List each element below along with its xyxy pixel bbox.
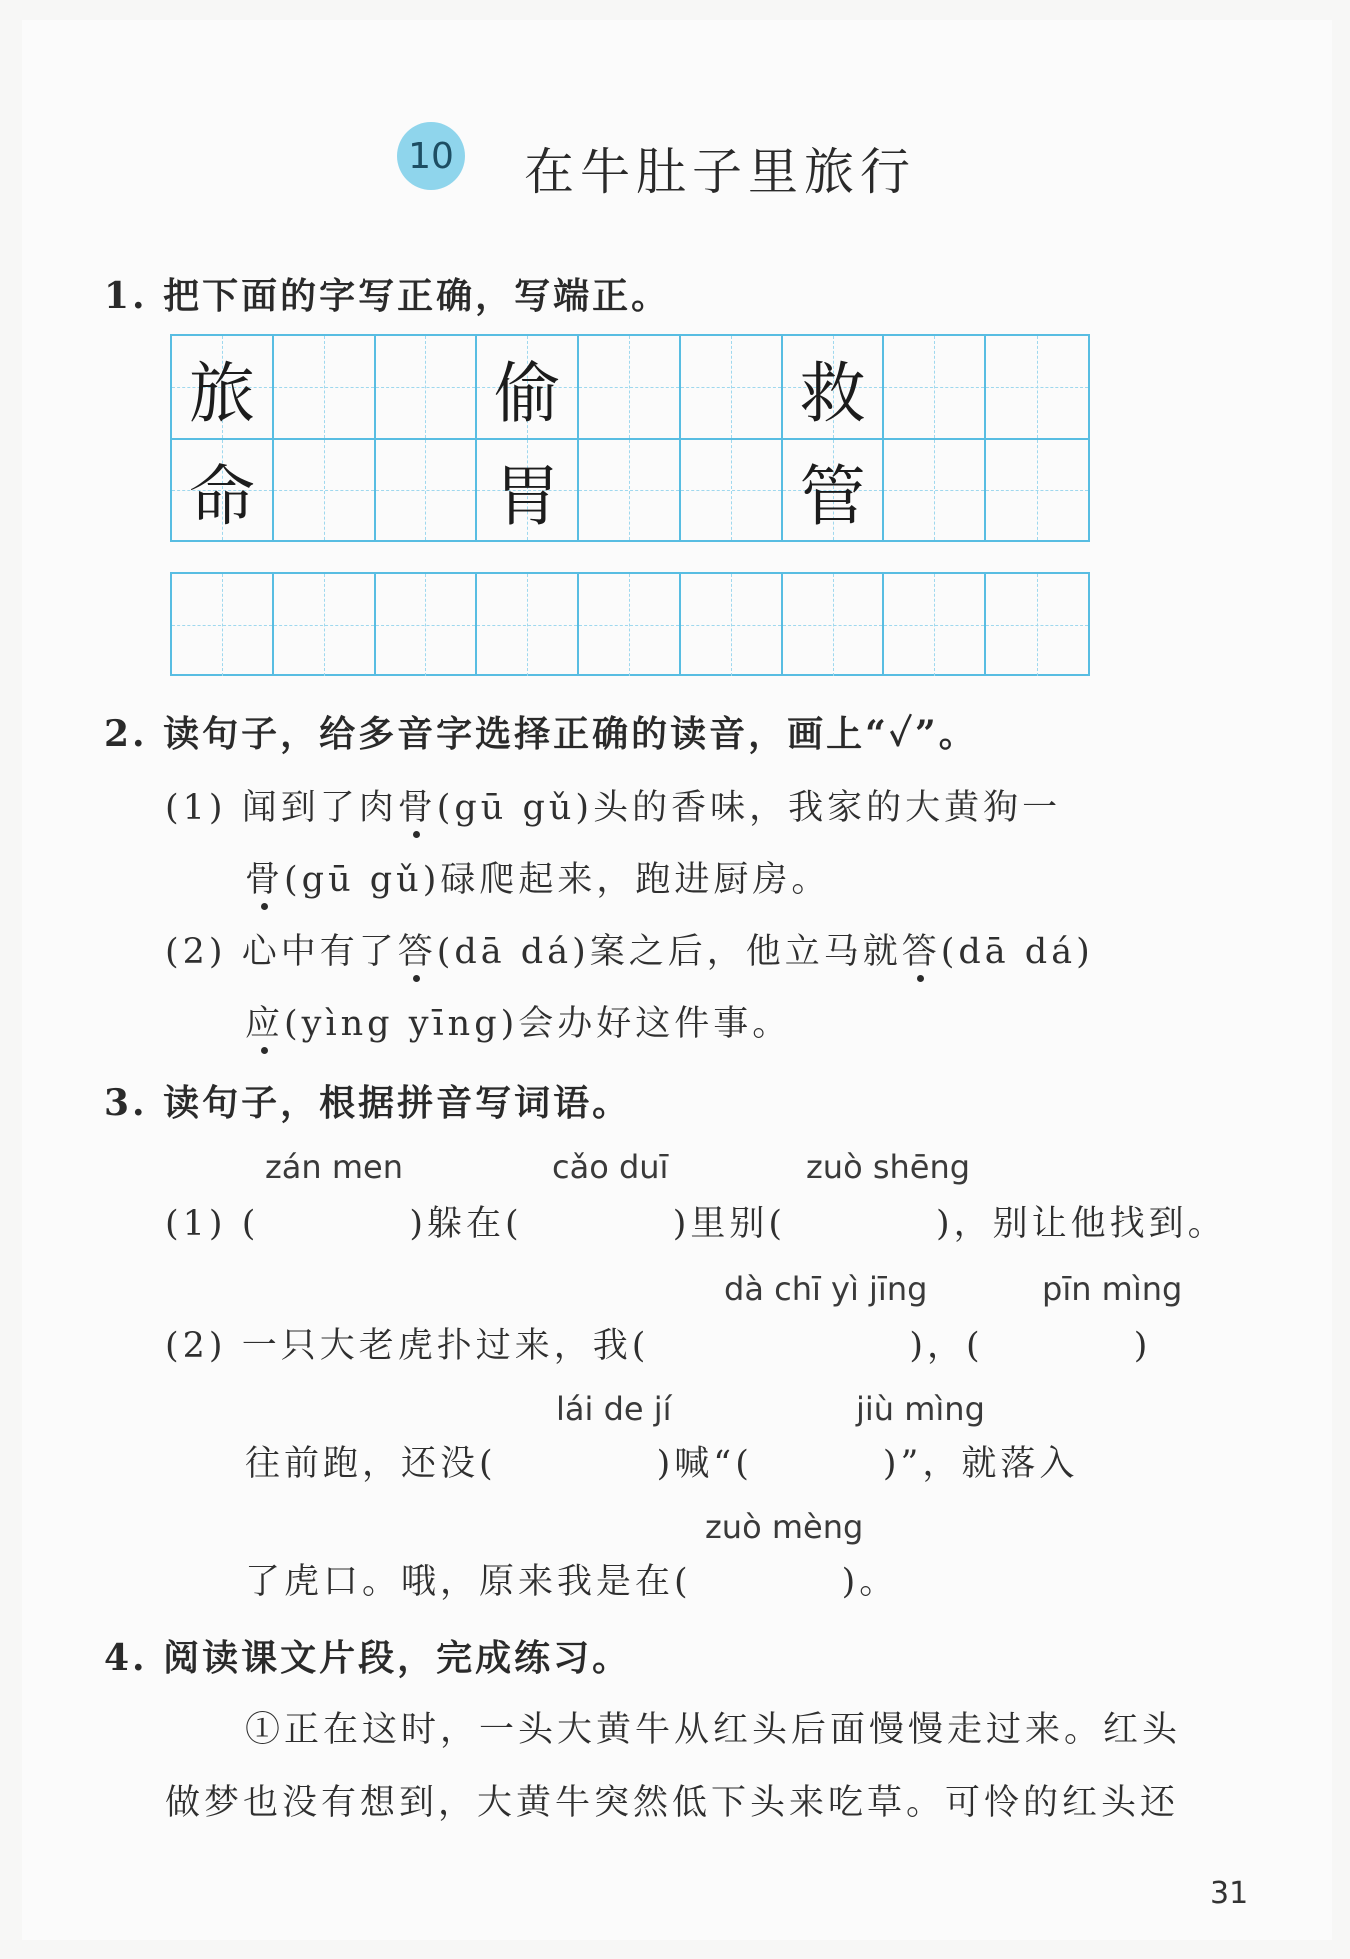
grid-cell[interactable]: 救	[783, 336, 885, 438]
grid-cell[interactable]	[783, 574, 885, 676]
q2-s1-options-2[interactable]: (gū gǔ)碌爬起来，跑进厨房。	[284, 860, 831, 900]
grid-cell[interactable]	[274, 336, 376, 438]
q1-writing-grid-bottom	[170, 572, 1090, 676]
grid-cell[interactable]	[376, 574, 478, 676]
sentence-part: )，(	[909, 1326, 984, 1366]
grid-cell[interactable]: 胃	[477, 438, 579, 540]
q3-s2-line1	[165, 1318, 1151, 1368]
sentence-part: )，别让他找到。	[936, 1204, 1227, 1244]
grid-cell[interactable]	[376, 336, 478, 438]
grid-cell[interactable]	[884, 438, 986, 540]
q2-s2-prefix: (2)	[165, 932, 227, 972]
grid-cell[interactable]	[579, 336, 681, 438]
sentence-part: (	[241, 1204, 260, 1244]
grid-cell[interactable]	[681, 574, 783, 676]
sentence-part: )”，就落入	[882, 1444, 1079, 1484]
grid-cell[interactable]	[376, 438, 478, 540]
sentence-part: )里别(	[672, 1204, 786, 1244]
pinyin-label: zuò mèng	[705, 1508, 864, 1546]
grid-row	[172, 336, 1088, 438]
q4-paragraph-line1: ①正在这时，一头大黄牛从红头后面慢慢走过来。红头	[245, 1710, 1182, 1750]
page-number: 31	[1210, 1876, 1249, 1911]
grid-cell[interactable]	[579, 574, 681, 676]
pinyin-label: jiù mìng	[856, 1390, 985, 1428]
grid-cell[interactable]	[274, 438, 376, 540]
grid-cell[interactable]	[986, 336, 1088, 438]
grid-cell[interactable]	[986, 574, 1088, 676]
dotted-char: 答	[902, 924, 941, 974]
grid-cell[interactable]	[884, 336, 986, 438]
q3-s2-line2	[245, 1436, 1078, 1486]
q3-s2-prefix: (2)	[165, 1326, 227, 1366]
grid-cell[interactable]	[477, 574, 579, 676]
pinyin-label: lái de jí	[556, 1390, 672, 1428]
q2-s2-line1	[165, 924, 1094, 974]
q2-s2-options-3[interactable]: (yìng yīng)会办好这件事。	[284, 1004, 792, 1044]
dotted-char: 应	[245, 996, 284, 1046]
pinyin-label: zán men	[265, 1148, 403, 1186]
q2-title: 2. 读句子，给多音字选择正确的读音，画上“✓”。	[104, 713, 978, 755]
dotted-char: 骨	[245, 852, 284, 902]
lesson-number-badge: 10	[397, 122, 465, 190]
q2-s2-line2	[245, 996, 791, 1046]
q3-s1-prefix: (1)	[165, 1204, 227, 1244]
sentence-part: )喊“(	[656, 1444, 753, 1484]
grid-cell[interactable]	[884, 574, 986, 676]
q2-s1-prefix: (1)	[165, 788, 227, 828]
q4-title: 4. 阅读课文片段，完成练习。	[104, 1637, 632, 1679]
grid-cell[interactable]	[986, 438, 1088, 540]
grid-cell[interactable]	[681, 336, 783, 438]
sentence-part: 往前跑，还没(	[245, 1444, 497, 1484]
pinyin-label: zuò shēng	[806, 1148, 971, 1186]
sentence-part: )。	[841, 1562, 899, 1602]
q3-title: 3. 读句子，根据拼音写词语。	[104, 1082, 632, 1124]
grid-cell[interactable]	[172, 574, 274, 676]
grid-row	[172, 438, 1088, 540]
grid-cell[interactable]: 偷	[477, 336, 579, 438]
q2-s2-options-2[interactable]: (dā dá)	[940, 932, 1094, 972]
q3-s1-line	[165, 1196, 1227, 1246]
lesson-title: 在牛肚子里旅行	[524, 143, 916, 201]
grid-cell[interactable]	[274, 574, 376, 676]
q3-s2-line3	[245, 1554, 898, 1604]
pinyin-label: dà chī yì jīng	[724, 1270, 928, 1308]
grid-cell[interactable]	[579, 438, 681, 540]
grid-cell[interactable]: 旅	[172, 336, 274, 438]
q2-s1-line2	[245, 852, 830, 902]
grid-cell[interactable]: 管	[783, 438, 885, 540]
grid-cell[interactable]: 命	[172, 438, 274, 540]
q1-writing-grid-top	[170, 334, 1090, 542]
grid-row	[172, 574, 1088, 676]
pinyin-label: cǎo duī	[552, 1148, 669, 1186]
q2-s1-options-1[interactable]: (gū gǔ)头的香味，我家的大黄狗一	[436, 788, 1062, 828]
dotted-char: 答	[398, 924, 437, 974]
sentence-part: 了虎口。哦，原来我是在(	[245, 1562, 692, 1602]
q2-s1-text-a: 闻到了肉	[241, 788, 398, 828]
sentence-part: 一只大老虎扑过来，我(	[241, 1326, 650, 1366]
pinyin-label: pīn mìng	[1042, 1270, 1183, 1308]
sentence-part: )躲在(	[409, 1204, 523, 1244]
sentence-part: )	[1133, 1326, 1152, 1366]
q1-title: 1. 把下面的字写正确，写端正。	[104, 275, 671, 317]
q2-s1-line1	[165, 780, 1061, 830]
dotted-char: 骨	[398, 780, 437, 830]
q4-paragraph-line2: 做梦也没有想到，大黄牛突然低下头来吃草。可怜的红头还	[165, 1783, 1180, 1823]
q2-s2-options-1[interactable]: (dā dá)案之后，他立马就	[436, 932, 902, 972]
grid-cell[interactable]	[681, 438, 783, 540]
q2-s2-text-a: 心中有了	[241, 932, 398, 972]
